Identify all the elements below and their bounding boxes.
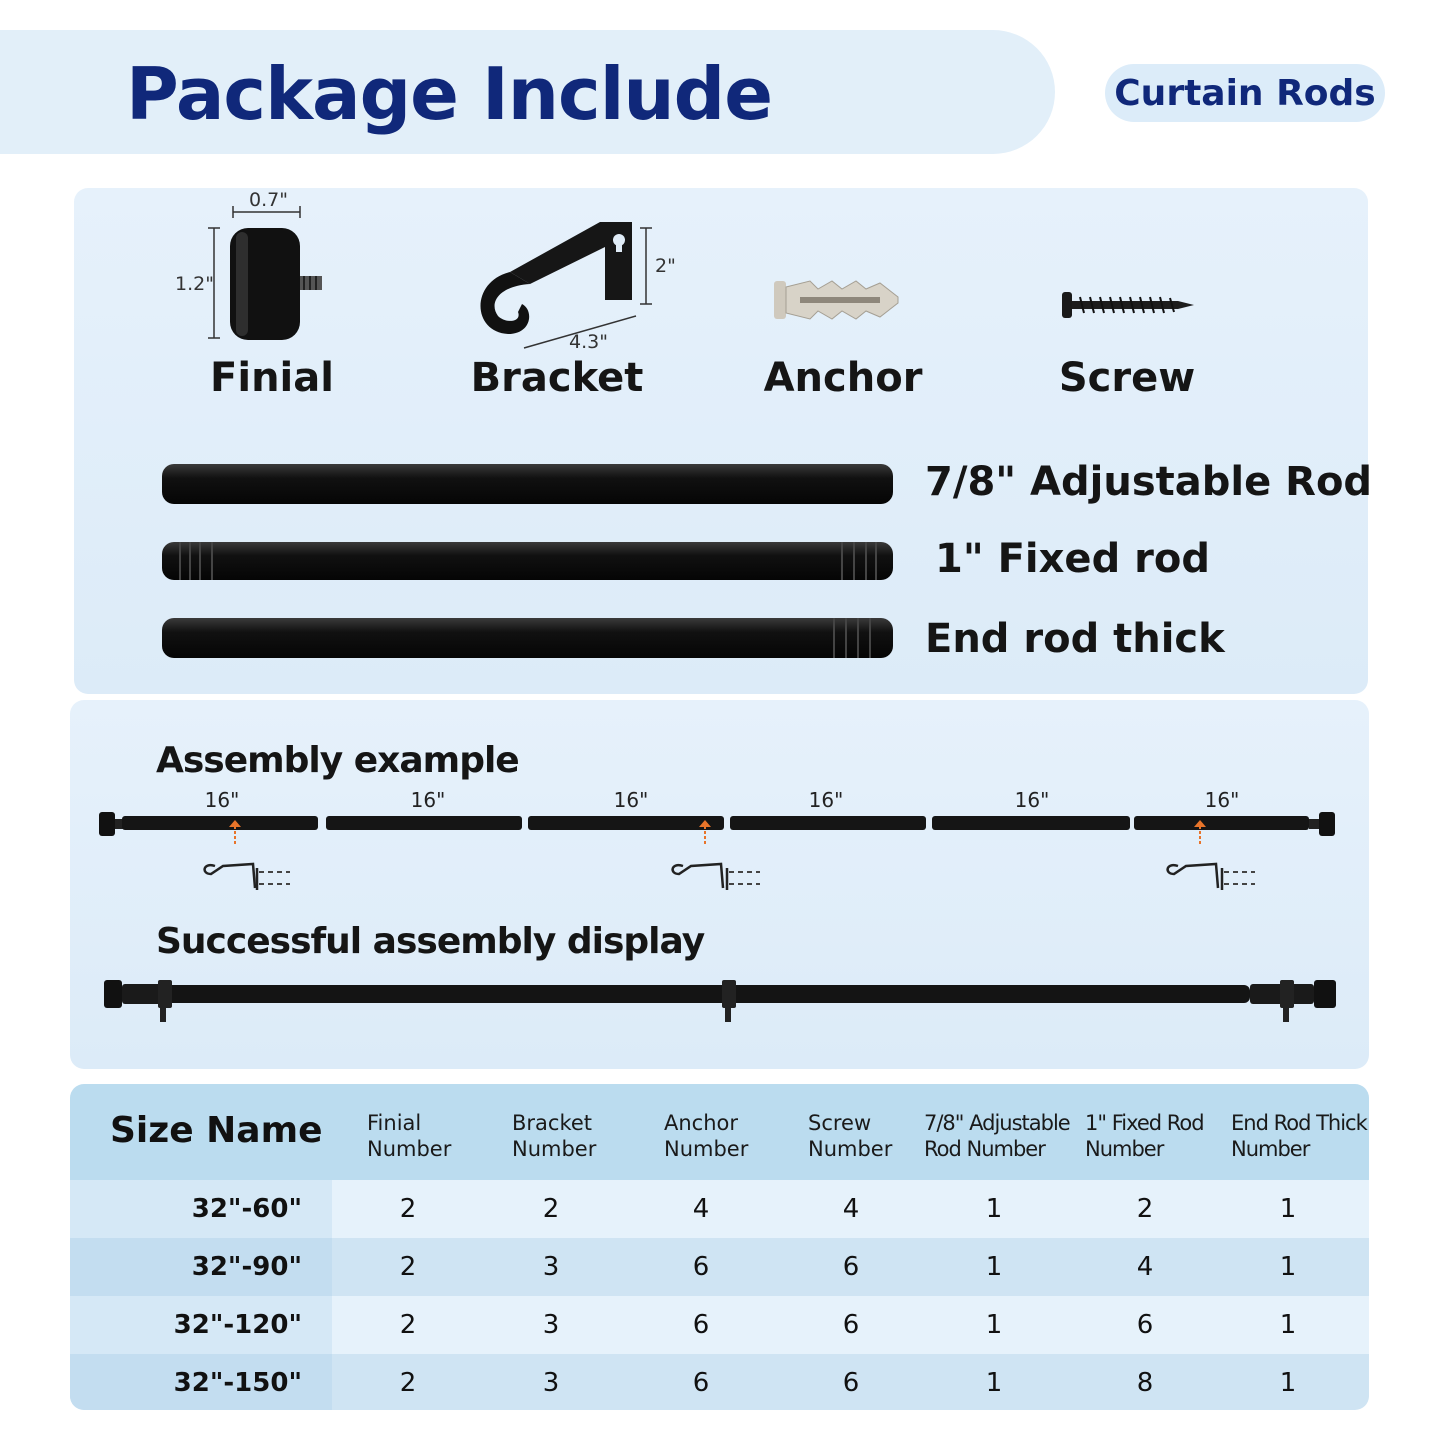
- table-row: [70, 1354, 1369, 1410]
- size-name-header: Size Name: [110, 1110, 323, 1151]
- table-row: [70, 1180, 1369, 1238]
- table-header: [70, 1084, 1369, 1180]
- finial-image: [200, 200, 340, 350]
- bracket-label: Bracket: [470, 355, 644, 401]
- bracket-height-label: 2": [655, 255, 676, 277]
- table-cell: 1: [985, 1194, 1003, 1224]
- table-cell: 4: [842, 1194, 860, 1224]
- table-cell: 6: [692, 1252, 710, 1282]
- segment-length-5: 16": [1014, 788, 1050, 812]
- assembly-example-diagram: [95, 808, 1345, 898]
- table-cell: 4: [692, 1194, 710, 1224]
- table-cell: 2: [399, 1194, 417, 1224]
- product-category-label: Curtain Rods: [1114, 72, 1376, 114]
- finial-width-label: 0.7": [249, 189, 288, 211]
- anchor-number-header: Anchor Number: [664, 1111, 749, 1161]
- table-row: [70, 1296, 1369, 1354]
- segment-length-2: 16": [410, 788, 446, 812]
- table-cell: 6: [1136, 1310, 1154, 1340]
- fixed-rod-label: 1" Fixed rod: [935, 536, 1210, 582]
- table-cell: 2: [542, 1194, 560, 1224]
- table-row: [70, 1238, 1369, 1296]
- adjustable-rod-label: 7/8" Adjustable Rod: [925, 459, 1373, 505]
- bracket-length-label: 4.3": [569, 331, 608, 353]
- table-cell: 6: [692, 1310, 710, 1340]
- finial-number-header: Finial Number: [367, 1111, 452, 1161]
- anchor-label: Anchor: [763, 355, 923, 401]
- assembled-rod-image: [100, 974, 1345, 1030]
- table-cell: 1: [1279, 1194, 1297, 1224]
- size-cell: 32"-90": [191, 1252, 302, 1282]
- anchor-image: [770, 275, 905, 325]
- end-rod-thick-number-header: End Rod Thick Number: [1231, 1111, 1367, 1161]
- screw-label: Screw: [1058, 355, 1196, 401]
- adjustable-rod-number-header: 7/8" Adjustable Rod Number: [924, 1111, 1070, 1161]
- table-cell: 3: [542, 1310, 560, 1340]
- table-cell: 1: [985, 1252, 1003, 1282]
- segment-length-1: 16": [204, 788, 240, 812]
- table-cell: 2: [399, 1368, 417, 1398]
- assembly-example-title: Assembly example: [156, 740, 519, 781]
- table-cell: 1: [1279, 1252, 1297, 1282]
- screw-image: [1058, 288, 1198, 322]
- table-cell: 3: [542, 1252, 560, 1282]
- page-title: Package Include: [126, 52, 773, 136]
- table-cell: 3: [542, 1368, 560, 1398]
- table-cell: 8: [1136, 1368, 1154, 1398]
- table-cell: 2: [399, 1252, 417, 1282]
- table-cell: 6: [842, 1252, 860, 1282]
- segment-length-3: 16": [613, 788, 649, 812]
- size-cell: 32"-120": [173, 1310, 302, 1340]
- table-cell: 1: [1279, 1310, 1297, 1340]
- successful-assembly-title: Successful assembly display: [156, 921, 705, 962]
- screw-number-header: Screw Number: [808, 1111, 893, 1161]
- end-rod-label: End rod thick: [925, 616, 1225, 662]
- segment-length-4: 16": [808, 788, 844, 812]
- size-cell: 32"-150": [173, 1368, 302, 1398]
- rods-image: [160, 462, 896, 662]
- table-cell: 1: [1279, 1368, 1297, 1398]
- bracket-number-header: Bracket Number: [512, 1111, 597, 1161]
- table-cell: 2: [1136, 1194, 1154, 1224]
- table-cell: 1: [985, 1310, 1003, 1340]
- size-cell: 32"-60": [191, 1194, 302, 1224]
- table-cell: 2: [399, 1310, 417, 1340]
- package-quantity-table: [70, 1084, 1369, 1410]
- table-cell: 4: [1136, 1252, 1154, 1282]
- segment-length-6: 16": [1204, 788, 1240, 812]
- fixed-rod-number-header: 1" Fixed Rod Number: [1085, 1111, 1204, 1161]
- table-cell: 6: [842, 1310, 860, 1340]
- table-cell: 6: [692, 1368, 710, 1398]
- table-cell: 1: [985, 1368, 1003, 1398]
- bracket-image: [470, 212, 660, 352]
- finial-height-label: 1.2": [175, 273, 214, 295]
- finial-label: Finial: [210, 355, 334, 401]
- product-category-badge: [1105, 64, 1385, 122]
- table-cell: 6: [842, 1368, 860, 1398]
